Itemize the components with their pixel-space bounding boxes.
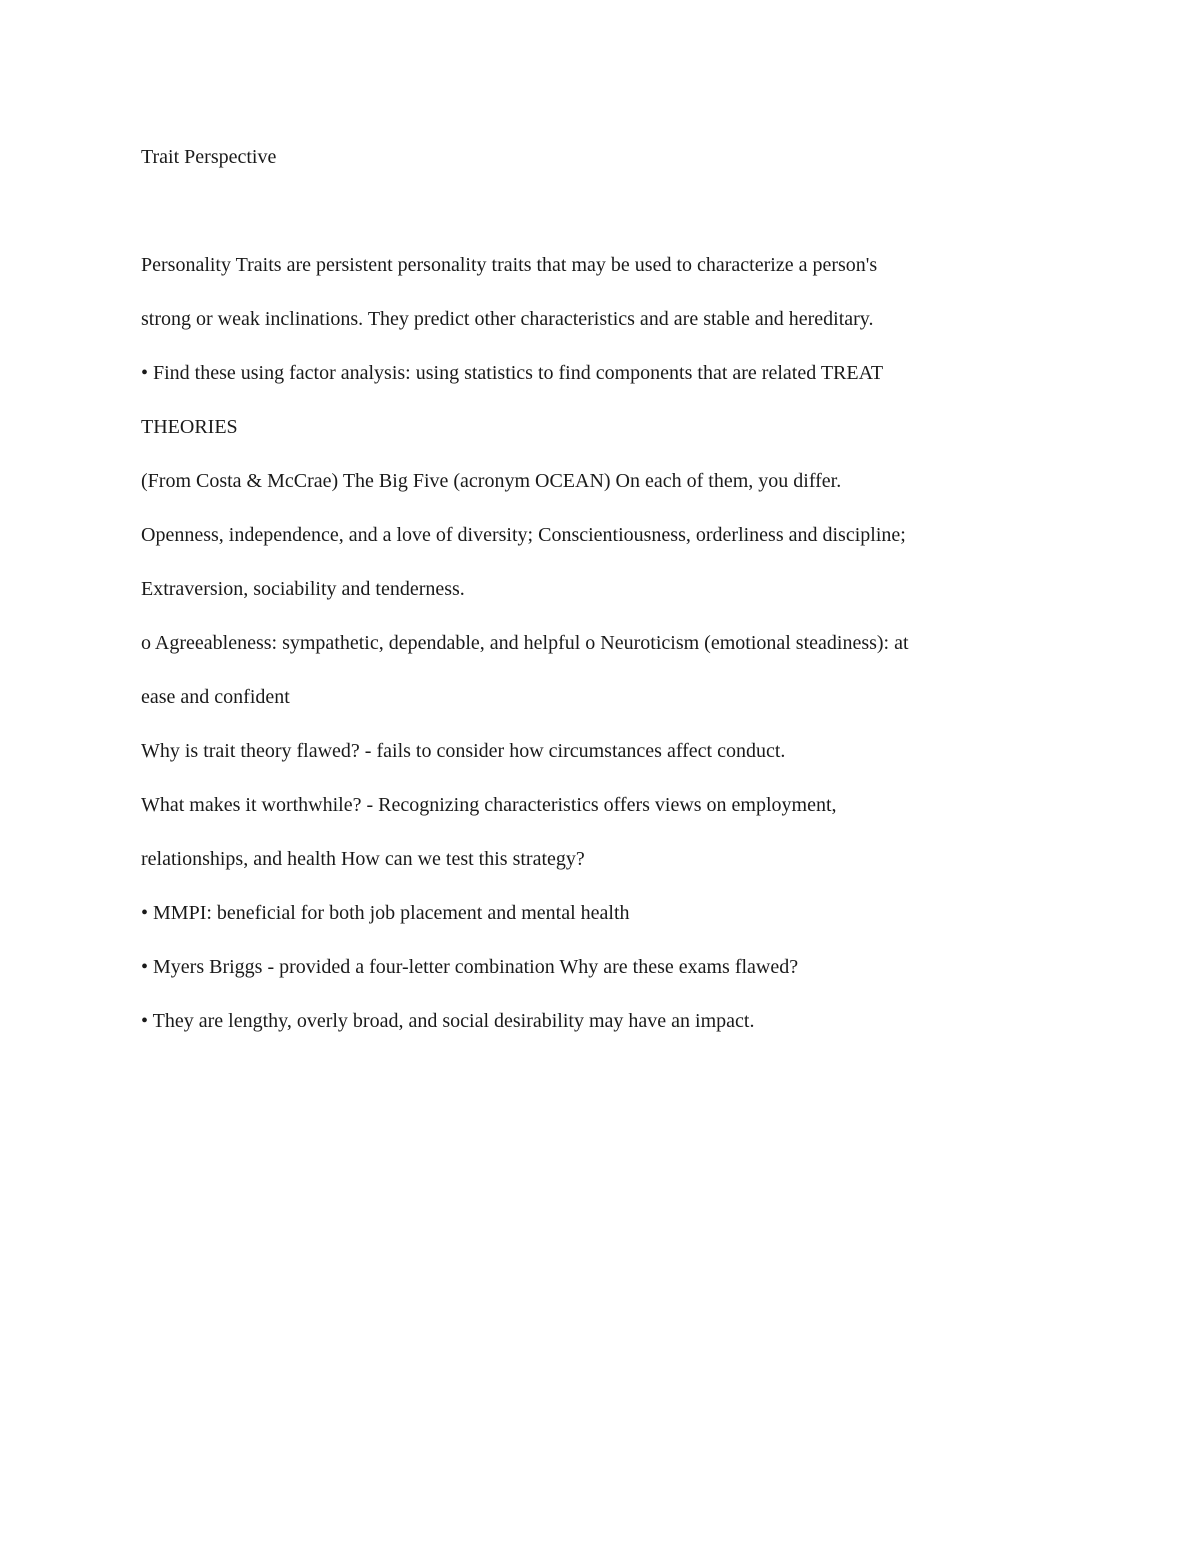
bullet-line: • Myers Briggs - provided a four-letter combination Why are these exams flawed?	[141, 956, 799, 978]
text-line: strong or weak inclinations. They predict other characteristics and are stable and hereditary.	[141, 308, 874, 330]
bullet-line: • They are lengthy, overly broad, and social desirability may have an impact.	[141, 1010, 755, 1032]
text-line: Why is trait theory flawed? - fails to consider how circumstances affect conduct.	[141, 740, 786, 762]
title-spacer	[141, 174, 1071, 248]
text-line: Extraversion, sociability and tenderness.	[141, 578, 465, 600]
text-line: THEORIES	[141, 416, 238, 438]
text-line: (From Costa & McCrae) The Big Five (acronym OCEAN) On each of them, you differ.	[141, 470, 842, 492]
text-line: ease and confident	[141, 686, 290, 708]
sub-bullet-line: o Agreeableness: sympathetic, dependable, and helpful o Neuroticism (emotional steadiness): at	[141, 632, 909, 654]
text-line: Openness, independence, and a love of diversity; Conscientiousness, orderliness and discipline;	[141, 524, 906, 546]
bullet-line: • MMPI: beneficial for both job placement and mental health	[141, 902, 630, 924]
text-line: relationships, and health How can we test this strategy?	[141, 848, 585, 870]
text-line: Personality Traits are persistent personality traits that may be used to characterize a person's	[141, 254, 878, 276]
document-title: Trait Perspective	[141, 146, 277, 168]
document-body	[141, 140, 1071, 1058]
text-line: What makes it worthwhile? - Recognizing characteristics offers views on employment,	[141, 794, 837, 816]
bullet-line: • Find these using factor analysis: using statistics to find components that are related TREAT	[141, 362, 884, 384]
